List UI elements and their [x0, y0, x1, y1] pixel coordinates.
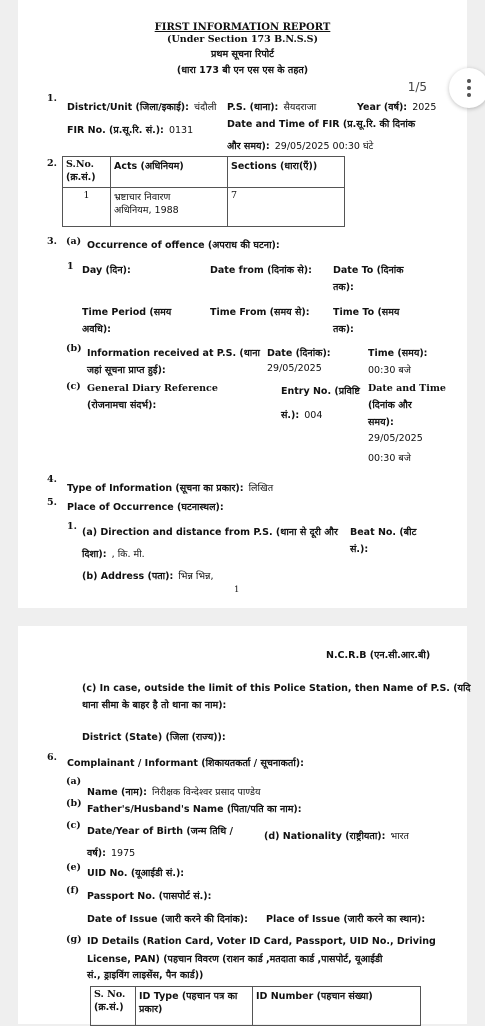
sub-c: (c) — [66, 381, 81, 392]
year-value: 2025 — [412, 102, 437, 113]
row-sno: 1 — [63, 188, 111, 227]
gd-time-value: 00:30 बजे — [368, 453, 411, 464]
acts-sections-table — [62, 156, 345, 227]
dob-label-line1: Date/Year of Birth (जन्म तिथि / — [87, 826, 233, 837]
occurrence-label: Occurrence of offence (अपराध की घटना): — [87, 240, 280, 251]
fir-datetime-value: 29/05/2025 00:30 घंटे — [274, 141, 374, 152]
section-4-number: 4. — [47, 474, 57, 485]
gd-datetime-label-line2: (दिनांक और — [368, 400, 412, 411]
info-time-label: Time (समय): — [368, 348, 428, 359]
table-header-row — [91, 987, 421, 1026]
more-options-icon — [467, 79, 471, 83]
entry-number-label-line2: सं.): — [281, 410, 300, 421]
page-number: 1 — [234, 585, 240, 595]
sub-c: (c) — [66, 820, 81, 831]
info-date-value: 29/05/2025 — [267, 363, 322, 374]
section-5-number: 5. — [47, 497, 57, 508]
fir-datetime-label-line1: Date and Time of FIR (प्र.सू.रि. की दिनांक — [227, 119, 416, 130]
year-label: Year (वर्ष): — [357, 102, 408, 113]
occurrence-item-number: 1 — [67, 261, 74, 272]
more-options-button[interactable] — [449, 68, 485, 108]
direction-field — [82, 542, 145, 561]
col-acts: Acts (अधिनियम) — [111, 157, 228, 188]
beat-label-line1: Beat No. (बीट — [350, 527, 417, 538]
info-type-label: Type of Information (सूचना का प्रकार): — [67, 483, 244, 494]
nationality-field — [264, 824, 409, 843]
issue-date-label: Date of Issue (जारी करने की दिनांक): — [87, 914, 248, 925]
direction-label-line2: दिशा): — [82, 549, 107, 560]
section-1-number: 1. — [47, 93, 57, 104]
time-to-label-line2: तक): — [333, 324, 354, 335]
police-station-label: P.S. (थाना): — [227, 102, 279, 113]
time-from-label: Time From (समय से): — [210, 307, 310, 318]
ncrb-label: N.C.R.B (एन.सी.आर.बी) — [326, 650, 431, 661]
report-title: FIRST INFORMATION REPORT — [154, 22, 331, 33]
police-station-field — [227, 95, 316, 114]
entry-number-label-line1: Entry No. (प्रविष्टि — [281, 386, 360, 397]
police-station-value: सैयदराजा — [283, 102, 317, 113]
sub-g: (g) — [66, 934, 82, 945]
father-name-label: Father's/Husband's Name (पिता/पति का नाम): — [87, 804, 302, 815]
beat-label-line2: सं.): — [350, 544, 369, 555]
col-sno: S.No. (क्र.सं.) — [63, 157, 111, 188]
info-received-label-line1: Information received at P.S. (थाना — [87, 348, 261, 359]
complainant-name-label: Name (नाम): — [87, 787, 147, 798]
id-details-label-line1: ID Details (Ration Card, Voter ID Card, Passport, UID No., Driving — [87, 936, 436, 947]
table-row — [63, 188, 345, 227]
direction-label-line1: (a) Direction and distance from P.S. (थाना से दूरी और — [82, 527, 338, 538]
gd-date-value: 29/05/2025 — [368, 433, 423, 444]
gd-datetime-label-line3: समय): — [368, 417, 394, 428]
fir-datetime-field — [227, 134, 373, 153]
id-details-table — [90, 986, 421, 1026]
complainant-name-field — [87, 780, 260, 799]
sub-f: (f) — [66, 885, 80, 896]
fir-datetime-label-line2: और समय): — [227, 141, 270, 152]
info-time-value: 00:30 बजे — [368, 365, 411, 376]
page-indicator: 1/5 — [407, 80, 427, 94]
time-period-label-line1: Time Period (समय — [82, 307, 172, 318]
dob-value: 1975 — [111, 848, 136, 859]
year-field — [357, 95, 467, 114]
address-label: (b) Address (पता): — [82, 571, 174, 582]
time-to-label-line1: Time To (समय — [333, 307, 400, 318]
complainant-name-value: निरीक्षक विन्देश्वर प्रसाद पाण्डेय — [152, 787, 261, 798]
district-value: चंदौली — [194, 102, 217, 113]
document-page-1 — [18, 0, 467, 608]
place-of-occurrence-label: Place of Occurrence (घटनास्थल): — [67, 502, 224, 513]
col-id-type: ID Type (पहचान पत्र का प्रकार) — [136, 987, 253, 1026]
id-details-label-line3: सं., ड्राइविंग लाइसेंस, पैन कार्ड)) — [87, 970, 204, 981]
district-state-label: District (State) (जिला (राज्य)): — [82, 732, 226, 743]
sub-e: (e) — [66, 862, 82, 873]
district-label: District/Unit (जिला/इकाई): — [67, 102, 189, 113]
table-header-row — [63, 157, 345, 188]
sub-a: (a) — [66, 236, 82, 247]
section-6-number: 6. — [47, 752, 57, 763]
entry-number-value: 004 — [304, 410, 323, 421]
passport-label: Passport No. (पासपोर्ट सं.): — [87, 891, 212, 902]
sub-b: (b) — [66, 798, 82, 809]
id-details-label-line2: License, PAN) (पहचान विवरण (राशन कार्ड ,मतदाता कार्ड ,पासपोर्ट, यूआईडी — [87, 954, 383, 965]
section-3-number: 3. — [47, 236, 57, 247]
gd-reference-label-line1: General Diary Reference — [87, 383, 218, 394]
nationality-label: (d) Nationality (राष्ट्रीयता): — [264, 831, 386, 842]
address-field — [82, 564, 214, 583]
address-value: भिन्न भिन्न, — [178, 571, 214, 582]
sub-b: (b) — [66, 343, 82, 354]
day-label: Day (दिन): — [82, 265, 131, 276]
dob-field — [87, 841, 135, 860]
fir-number-label: FIR No. (प्र.सू.रि. सं.): — [67, 125, 164, 136]
fir-number-value: 0131 — [168, 125, 194, 136]
col-sections: Sections (धारा(एँ)) — [228, 157, 345, 188]
dob-label-line2: वर्ष): — [87, 848, 106, 859]
info-type-value: लिखित — [248, 483, 274, 494]
info-date-label: Date (दिनांक): — [267, 348, 331, 359]
gd-reference-label-line2: (रोजनामचा संदर्भ): — [87, 400, 157, 411]
nationality-value: भारत — [390, 831, 409, 842]
info-received-label-line2: जहां सूचना प्राप्त हुई): — [87, 365, 166, 376]
complainant-label: Complainant / Informant (शिकायतकर्ता / सूचनाकर्ता): — [67, 758, 304, 769]
district-field — [67, 95, 217, 114]
issue-place-label: Place of Issue (जारी करने का स्थान): — [266, 914, 426, 925]
date-from-label: Date from (दिनांक से): — [210, 265, 312, 276]
row-act: भ्रष्टाचार निवारण अधिनियम, 1988 — [111, 188, 228, 227]
place-item-number: 1. — [67, 521, 77, 532]
fir-number-field — [67, 118, 193, 137]
document-page-2 — [18, 626, 471, 1024]
direction-value: , कि. मी. — [111, 549, 145, 560]
col-sno: S. No. (क्र.सं.) — [91, 987, 136, 1026]
entry-number-field — [281, 403, 322, 422]
date-to-label-line2: तक): — [333, 282, 354, 293]
outside-ps-label-line2: थाना सीमा के बाहर है तो थाना का नाम): — [82, 700, 227, 711]
date-to-label-line1: Date To (दिनांक — [333, 265, 404, 276]
col-id-number: ID Number (पहचान संख्या) — [253, 987, 421, 1026]
time-period-label-line2: अवधि): — [82, 324, 111, 335]
section-2-number: 2. — [47, 158, 57, 169]
report-under-section-hindi: (धारा 173 बी एन एस एस के तहत) — [176, 65, 309, 76]
sub-a: (a) — [66, 776, 82, 787]
outside-ps-label-line1: (c) In case, outside the limit of this Police Station, then Name of P.S. (यदि — [82, 683, 471, 694]
uid-label: UID No. (यूआईडी सं.): — [87, 868, 185, 879]
report-under-section: (Under Section 173 B.N.S.S) — [167, 34, 318, 45]
info-type-field — [67, 476, 273, 495]
gd-datetime-label-line1: Date and Time — [368, 383, 446, 394]
row-section: 7 — [228, 188, 345, 227]
report-title-hindi: प्रथम सूचना रिपोर्ट — [211, 49, 274, 60]
